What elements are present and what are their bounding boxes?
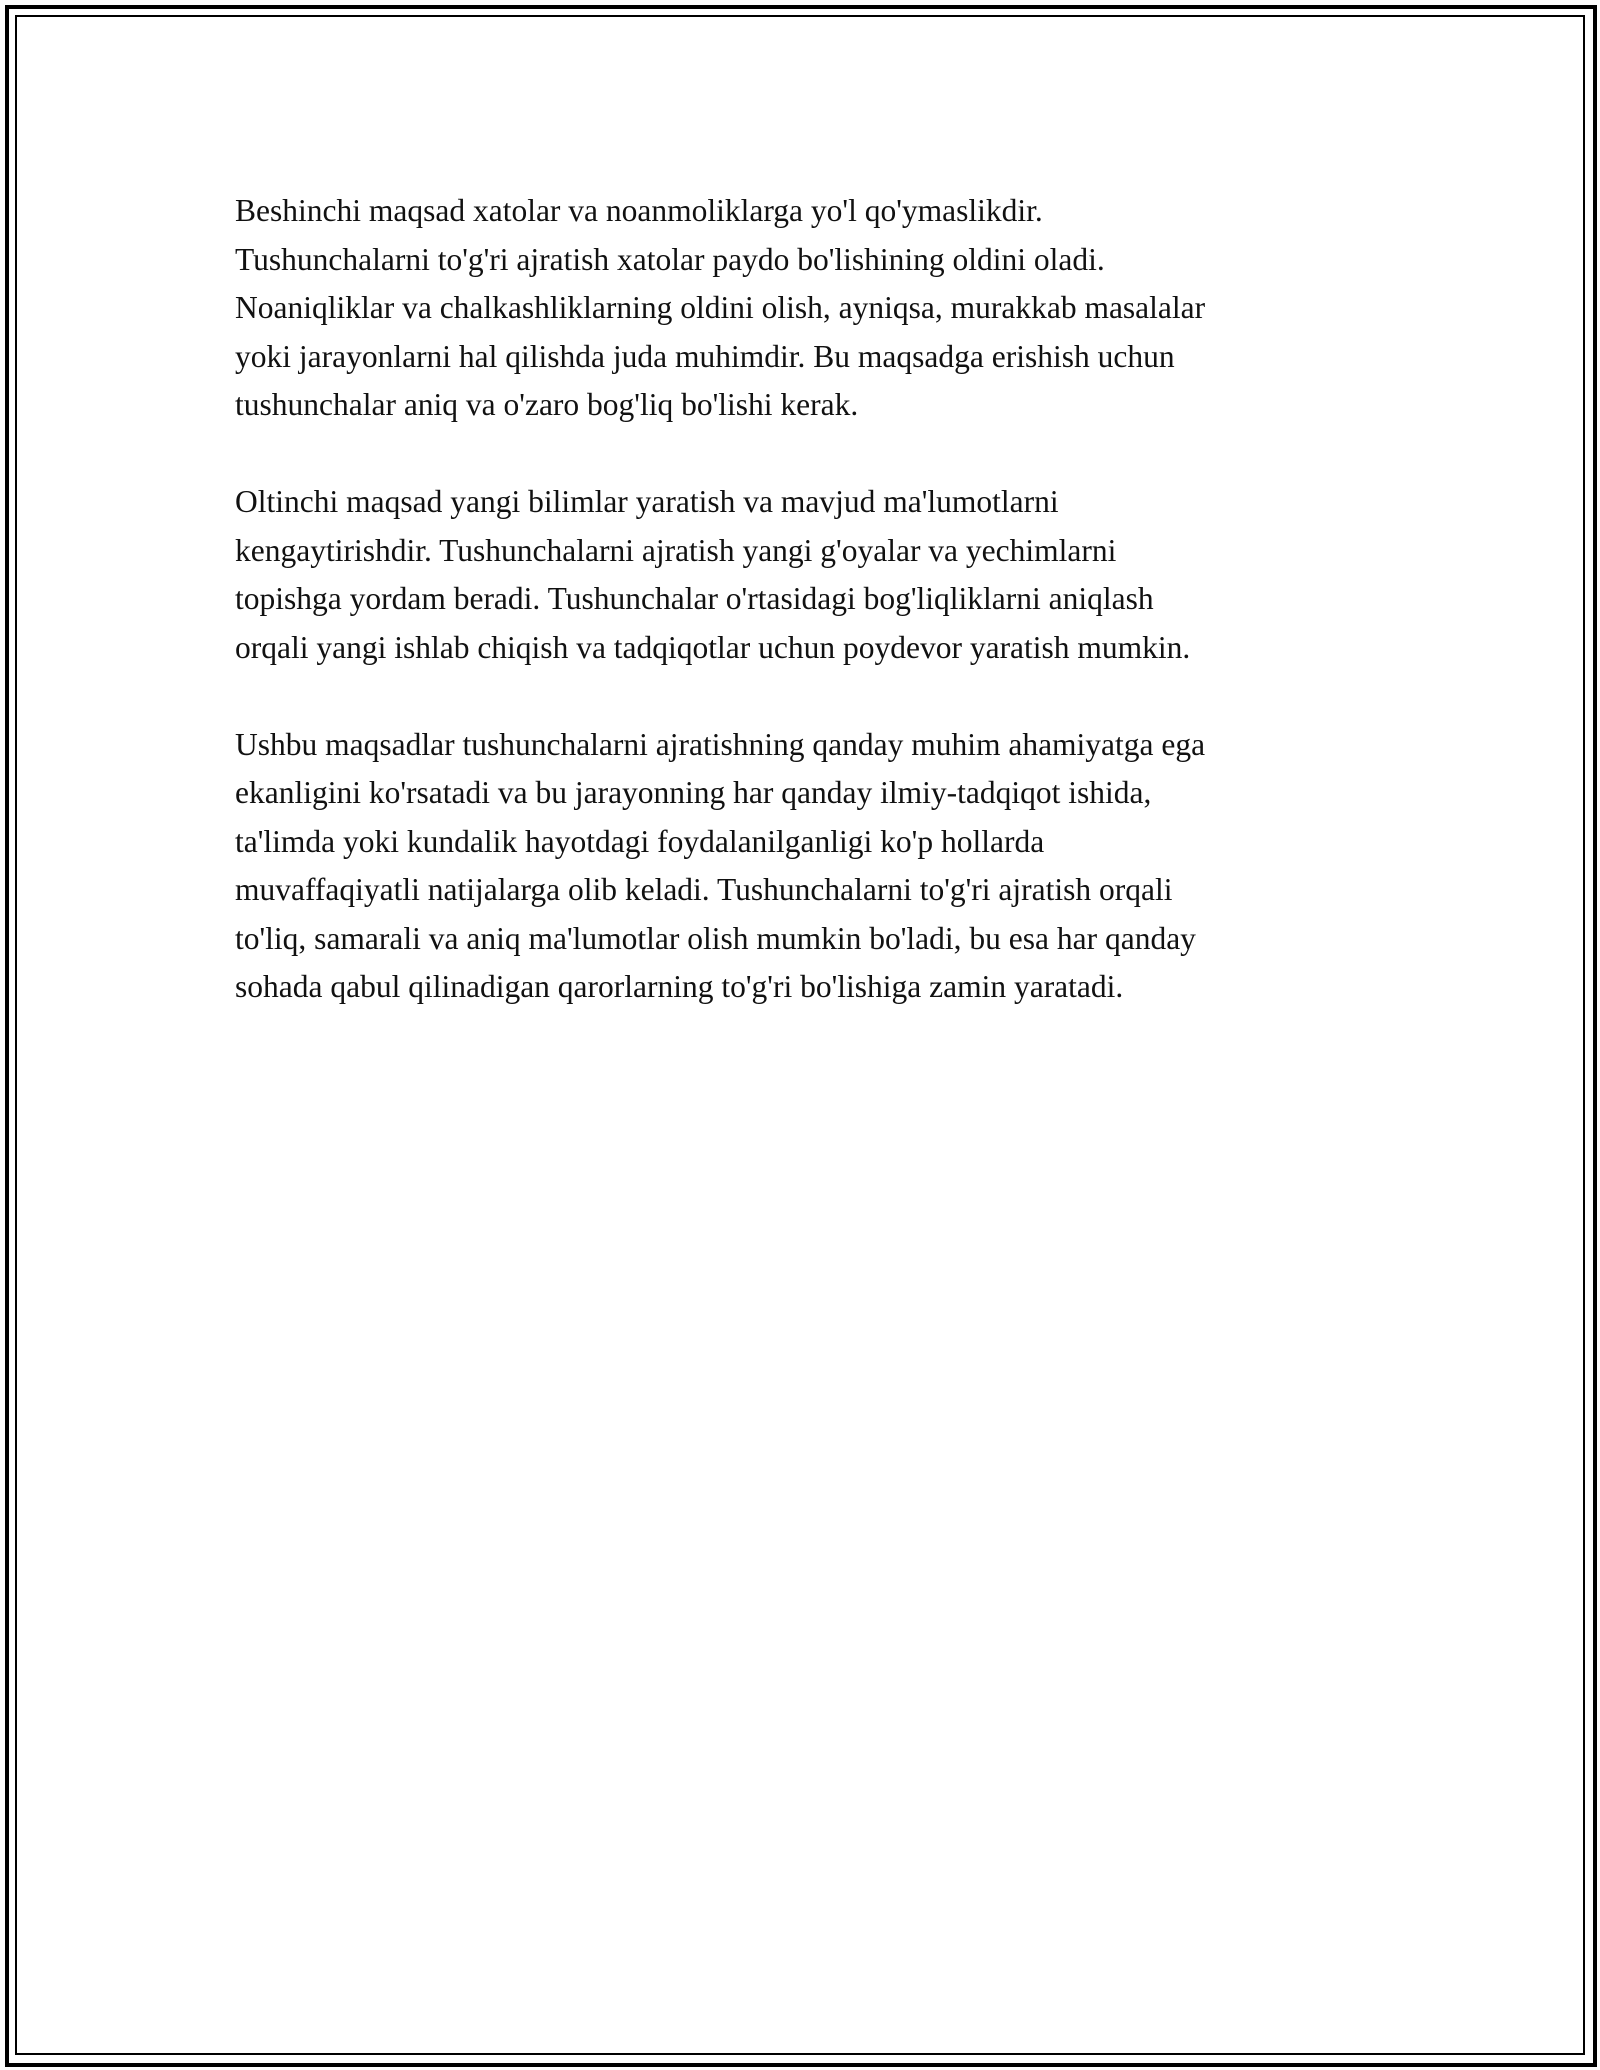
paragraph-1: Beshinchi maqsad xatolar va noanmoliklarga yo'l qo'ymaslikdir. Tushunchalarni to'g'ri ajratish xatolar paydo bo'lishining oldini oladi. Noaniqliklar va chalkashliklarning oldini olish, ayniqsa, murakkab masalalar yoki jarayonlarni hal qilishda juda muhimdir. Bu maqsadga erishish uchun tushunchalar aniq va o'zaro bog'liq bo'lishi kerak. bbox=[235, 193, 1206, 422]
document-body bbox=[235, 187, 1375, 1060]
paragraph-2: Oltinchi maqsad yangi bilimlar yaratish va mavjud ma'lumotlarni kengaytirishdir. Tushunchalarni ajratish yangi g'oyalar va yechimlarni topishga yordam beradi. Tushunchalar o'rtasidagi bog'liqliklarni aniqlash orqali yangi ishlab chiqish va tadqiqotlar uchun poydevor yaratish mumkin. bbox=[235, 484, 1191, 665]
paragraph-3: Ushbu maqsadlar tushunchalarni ajratishning qanday muhim ahamiyatga ega ekanligini ko'rsatadi va bu jarayonning har qanday ilmiy-tadqiqot ishida, ta'limda yoki kundalik hayotdagi foydalanilganligi ko'p hollarda muvaffaqiyatli natijalarga olib keladi. Tushunchalarni to'g'ri ajratish orqali to'liq, samarali va aniq ma'lumotlar olish mumkin bo'ladi, bu esa har qanday sohada qabul qilinadigan qarorlarning to'g'ri bo'lishiga zamin yaratadi. bbox=[235, 726, 1206, 1004]
